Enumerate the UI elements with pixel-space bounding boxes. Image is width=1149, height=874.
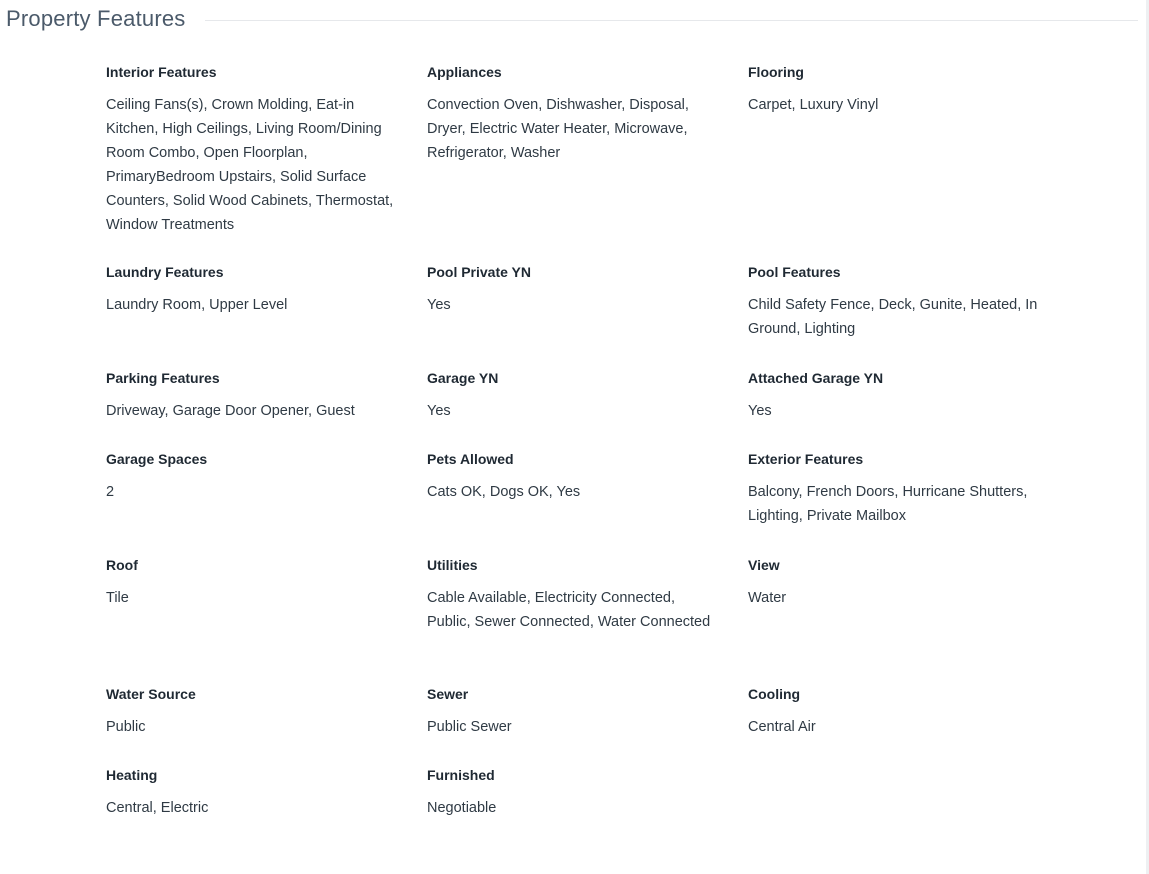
feature-label: Interior Features xyxy=(106,64,217,80)
section-divider xyxy=(205,20,1138,21)
feature-label: Utilities xyxy=(427,557,478,573)
feature-view xyxy=(748,555,1070,684)
feature-utilities xyxy=(427,555,748,684)
feature-value: Ceiling Fans(s), Crown Molding, Eat-in Kitchen, High Ceilings, Living Room/Dining Room Combo, Open Floorplan, PrimaryBedroom Upstairs, Solid Surface Counters, Solid Wood Cabinets, Thermostat, Window Treatments xyxy=(106,97,394,233)
feature-heating xyxy=(106,765,427,846)
feature-label: Appliances xyxy=(427,64,502,80)
feature-cooling xyxy=(748,684,1070,765)
feature-value: Central, Electric xyxy=(106,800,209,816)
feature-parking-features xyxy=(106,368,427,449)
feature-label: Furnished xyxy=(427,767,495,783)
features-grid xyxy=(106,62,1070,846)
feature-label: Pets Allowed xyxy=(427,451,514,467)
feature-value: Yes xyxy=(427,297,451,313)
feature-garage-spaces xyxy=(106,449,427,555)
feature-label: Water Source xyxy=(106,686,196,702)
feature-label: Flooring xyxy=(748,64,804,80)
feature-value: Carpet, Luxury Vinyl xyxy=(748,97,879,113)
feature-value: Negotiable xyxy=(427,800,497,816)
feature-label: Attached Garage YN xyxy=(748,370,884,386)
feature-value: 2 xyxy=(106,484,115,500)
feature-label: Parking Features xyxy=(106,370,220,386)
feature-label: Pool Features xyxy=(748,264,841,280)
feature-value: Driveway, Garage Door Opener, Guest xyxy=(106,403,355,419)
feature-attached-garage-yn xyxy=(748,368,1070,449)
feature-label: Cooling xyxy=(748,686,801,702)
feature-value: Child Safety Fence, Deck, Gunite, Heated, In Ground, Lighting xyxy=(748,297,1038,337)
feature-flooring xyxy=(748,62,1070,262)
feature-value: Public Sewer xyxy=(427,719,512,735)
feature-label: Garage YN xyxy=(427,370,499,386)
feature-value: Water xyxy=(748,590,787,606)
feature-label: Laundry Features xyxy=(106,264,224,280)
feature-furnished xyxy=(427,765,748,846)
feature-pool-private-yn xyxy=(427,262,748,368)
feature-value: Yes xyxy=(748,403,772,419)
section-header xyxy=(6,4,1138,34)
feature-value: Balcony, French Doors, Hurricane Shutters, Lighting, Private Mailbox xyxy=(748,484,1028,524)
feature-water-source xyxy=(106,684,427,765)
feature-value: Convection Oven, Dishwasher, Disposal, Dryer, Electric Water Heater, Microwave, Refrigerator, Washer xyxy=(427,97,689,161)
section-title: Property Features xyxy=(6,6,186,31)
feature-value: Cats OK, Dogs OK, Yes xyxy=(427,484,581,500)
feature-label: Heating xyxy=(106,767,158,783)
feature-label: Roof xyxy=(106,557,138,573)
feature-value: Tile xyxy=(106,590,129,606)
feature-value: Central Air xyxy=(748,719,816,735)
feature-appliances xyxy=(427,62,748,262)
feature-roof xyxy=(106,555,427,684)
feature-value: Laundry Room, Upper Level xyxy=(106,297,288,313)
feature-value: Yes xyxy=(427,403,451,419)
feature-label: Sewer xyxy=(427,686,469,702)
feature-label: Exterior Features xyxy=(748,451,864,467)
feature-label: View xyxy=(748,557,780,573)
feature-laundry-features xyxy=(106,262,427,368)
feature-empty-cell xyxy=(748,765,1070,846)
feature-pool-features xyxy=(748,262,1070,368)
feature-garage-yn xyxy=(427,368,748,449)
feature-label: Pool Private YN xyxy=(427,264,532,280)
feature-value: Cable Available, Electricity Connected, Public, Sewer Connected, Water Connected xyxy=(427,590,711,630)
feature-pets-allowed xyxy=(427,449,748,555)
feature-exterior-features xyxy=(748,449,1070,555)
feature-value: Public xyxy=(106,719,146,735)
feature-label: Garage Spaces xyxy=(106,451,208,467)
feature-sewer xyxy=(427,684,748,765)
feature-interior-features xyxy=(106,62,427,262)
